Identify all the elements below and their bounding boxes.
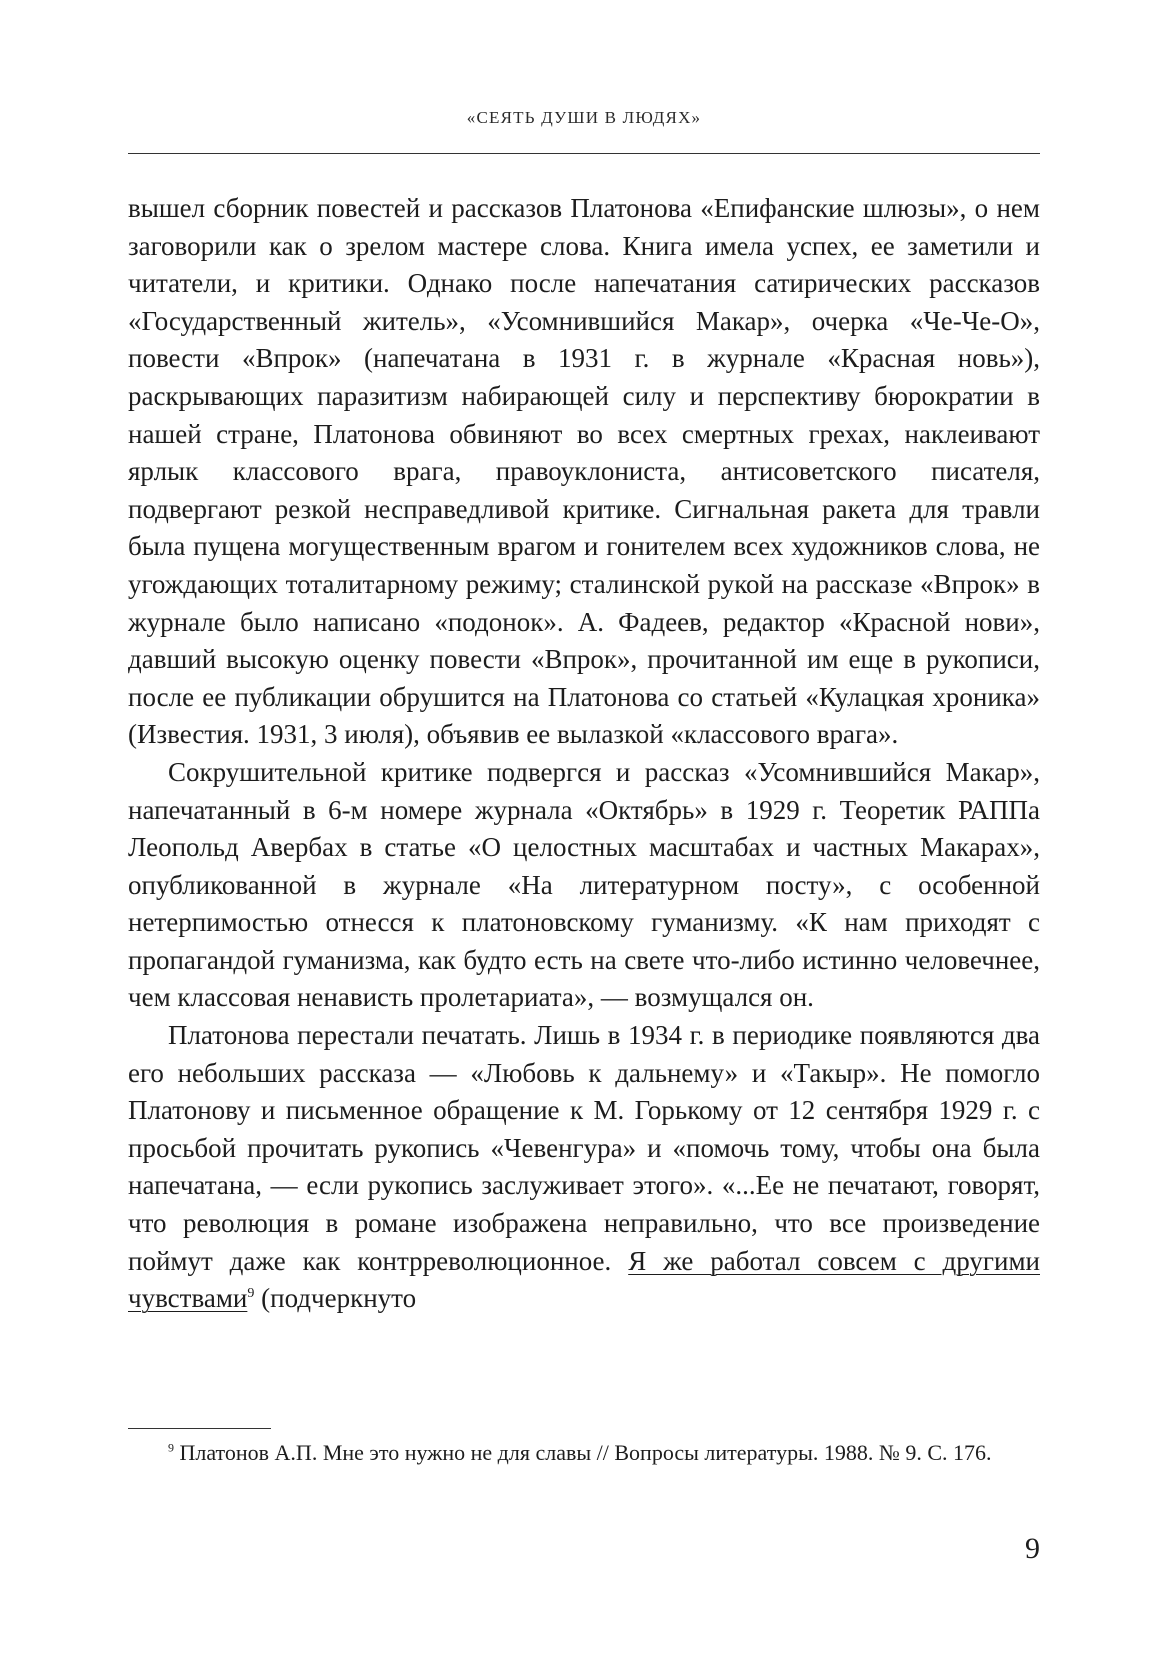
footnote-reference: 9	[247, 1286, 255, 1302]
footnote	[128, 1437, 1040, 1469]
paragraph-1: вышел сборник повестей и рассказов Платонова «Епифанские шлюзы», о нем заговорили как о зрелом мастере слова. Книга имела успех, ее заметили и читатели, и критики. Однако после напечатания сатирических рассказов «Государственный житель», «Усомнившийся Макар», очерка «Че-Че-О», повести «Впрок» (напечатана в 1931 г. в журнале «Красная новь»), раскрывающих паразитизм набирающей силу и перспективу бюрократии в нашей стране, Платонова обвиняют во всех смертных грехах, наклеивают ярлык классового врага, правоуклониста, антисоветского писателя, подвергают резкой несправедливой критике. Сигнальная ракета для травли была пущена могущественным врагом и гонителем всех художников слова, не угождающих тоталитарному режиму; сталинской рукой на рассказе «Впрок» в журнале было написано «подонок». А. Фадеев, редактор «Красной нови», давший высокую оценку повести «Впрок», прочитанной им еще в рукописи, после ее публикации обрушится на Платонова со статьей «Кулацкая хроника» (Известия. 1931, 3 июля), объявив ее вылазкой «классового врага».	[128, 193, 1040, 750]
page-number: 9	[1025, 1532, 1040, 1565]
running-head: «СЕЯТЬ ДУШИ В ЛЮДЯХ»	[466, 108, 702, 127]
main-text	[128, 190, 1040, 1318]
paragraph-3-tail: (подчеркнуто	[254, 1283, 417, 1314]
header-rule	[128, 153, 1040, 154]
paragraph-3-text: Платонова перестали печатать. Лишь в 1934 г. в периодике появляются два его небольших рассказа — «Любовь к дальнему» и «Такыр». Не помогло Платонову и письменное обращение к М. Горькому от 12 сентября 1929 г. с просьбой прочитать рукопись «Чевенгура» и «помочь тому, чтобы она была напечатана, — если рукопись заслуживает этого». «...Ее не печатают, говорят, что революция в романе изображена неправильно, что все произведение поймут даже как контрреволюционное.	[128, 1020, 1040, 1276]
footnote-rule	[128, 1428, 271, 1429]
paragraph-3	[128, 1017, 1040, 1318]
footnote-text: Платонов А.П. Мне это нужно не для славы // Вопросы литературы. 1988. № 9. С. 176.	[174, 1440, 992, 1465]
footnote-marker: 9	[168, 1440, 174, 1455]
underlined-quote: Я же работал совсем с другими чувствами	[128, 1245, 1040, 1314]
paragraph-2: Сокрушительной критике подвергся и рассказ «Усомнившийся Макар», напечатанный в 6-м номере журнала «Октябрь» в 1929 г. Теоретик РАППа Леопольд Авербах в статье «О целостных масштабах и частных Макарах», опубликованной в журнале «На литературном посту», с особенной нетерпимостью отнесся к платоновскому гуманизму. «К нам приходят с пропагандой гуманизма, как будто есть на свете что-либо истинно человечнее, чем классовая ненависть пролетариата», — возмущался он.	[128, 756, 1040, 1013]
